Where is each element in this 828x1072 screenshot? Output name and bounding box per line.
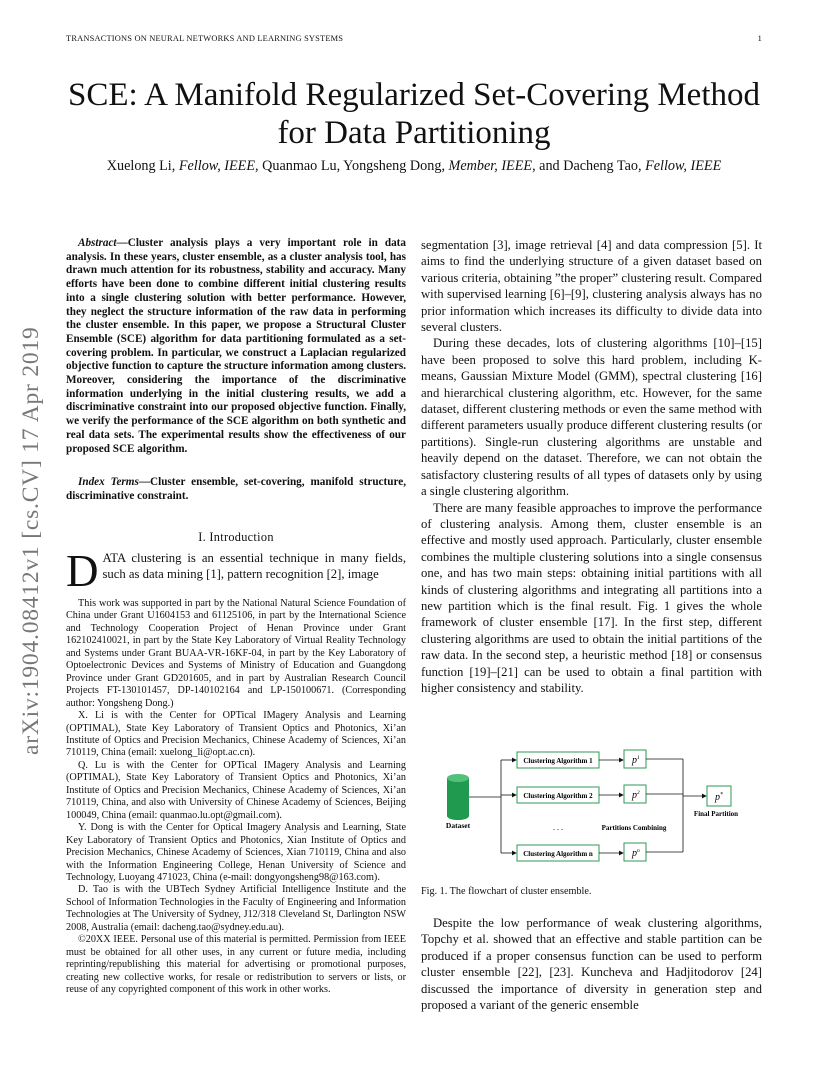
partition-label-n: $p^n$ [632,848,640,859]
running-header [66,34,762,43]
author-list: Xuelong Li, Fellow, IEEE, Quanmao Lu, Yongsheng Dong, Member, IEEE, and Dacheng Tao, Fellow, IEEE [106,158,722,174]
page-number: 1 [757,34,762,43]
paragraph: During these decades, lots of clustering algorithms [10]–[15] have been proposed to solve this hard problem, including K-means, Gaussian Mixture Model (GMM), spectral clustering [16] and hierarchical clustering algorithm, etc. However, for the same dataset, different clustering methods or even the same method with different parameters usually produce different clustering results (or partitions). Single-run clustering algorithms are unstable and heavily depend on the dataset. Therefore, we can not obtain the satisfactory clustering results of all types of datasets only by using a single clustering algorithm. [421,336,762,499]
cluster-ensemble-flowchart [421,740,762,875]
figure-caption: Fig. 1. The flowchart of cluster ensemble. [421,886,592,897]
final-partition-symbol: p* [715,792,723,803]
algorithm-label-n: Clustering Algorithm n [523,850,593,858]
abstract-label: Abstract [78,237,117,249]
index-terms: Index Terms—Cluster ensemble, set-covering, manifold structure, discriminative constraint. [66,476,406,502]
algorithm-label-1: Clustering Algorithm 1 [523,757,593,765]
index-terms-label: Index Terms [78,476,139,488]
journal-name: TRANSACTIONS ON NEURAL NETWORKS AND LEARNING SYSTEMS [66,34,344,43]
footnote: ©20XX IEEE. Personal use of this material is permitted. Permission from IEEE must be obtained for all other uses, in any current or future media, including reprinting/republishing this material for advertising or promotional purposes, creating new collective works, for resale or redistribution to servers or lists, or reuse of any copyrighted component of this work in other works. [66,934,406,996]
intro-paragraph [66,546,406,596]
drop-cap: D [66,546,99,596]
author-name: Xuelong Li [106,158,172,174]
partitions-combining-label: Partitions Combining [601,824,667,832]
author-title: Fellow, IEEE [645,158,722,174]
footnote: Y. Dong is with the Center for Optical Imagery Analysis and Learning, State Key Laboratory of Transient Optics and Photonics, Xian Institute of Optics and Precision Mechanics, Chinese Academy of Sciences, Xian 710119, China and also with the Information Engineering College, Henan University of Science and Technology, Luoyang 471023, China (e-mail: dongyongsheng98@163.com). [66,822,406,883]
footnotes [66,598,406,997]
author-name: Dacheng Tao [563,158,638,174]
partition-label-2: $p^2$ [632,790,640,801]
author-title: Fellow, IEEE [178,158,256,174]
paragraph: Despite the low performance of weak clustering algorithms, Topchy et al. showed that an effective and stable partition can be produced if a proper consensus function can be used to perform cluster ensemble [22], [23]. Kuncheva and Hadjitodorov [24] discussed the importance of diversity in generation step and proposed a variant of the generic ensemble [421,916,762,1013]
paragraph: There are many feasible approaches to improve the performance of clustering analysis. Among them, cluster ensemble is an effective and mostly used approach. Particularly, cluster ensemble combines the multiple clustering solutions into a single consensus one, and has two main steps: obtaining initial partitions with all kinds of clustering algorithms and integrating all partitions into a new partition which is the final result. Fig. 1 gives the whole framework of cluster ensemble [17]. In the first step, different clustering algorithms are used to obtain the initial partitions of the raw data. In the second step, a heuristic method [18] or consensus function [19]–[21] can be used to obtain a final partition with higher consistency and stability. [421,500,762,695]
paper-title [40,76,788,152]
abstract-text: Cluster analysis plays a very important role in data analysis. In these years, cluster ensemble, as a cluster analysis tool, has drawn much attention for its robustness, stability and accuracy. Many efforts have been done to combine different initial clustering results into a single clustering solution with better performance. However, they neglect the structure information of the raw data in performing the cluster ensemble. In this paper, we propose a Structural Cluster Ensemble (SCE) algorithm for data partitioning formulated as a set-covering problem. In particular, we construct a Laplacian regularized objective function to capture the structure information among clusters. Moreover, considering the importance of the discriminative information underlying in the initial clustering results, we add a discriminative constraint into our proposed objective function. Finally, we verify the performance of the SCE algorithm on both synthetic and real data sets. The experimental results show the effectiveness of our proposed SCE algorithm. [66,237,406,455]
right-column-continuation [421,915,762,1013]
title-line-2: for Data Partitioning [277,115,551,151]
author-title: Member, IEEE [448,158,533,174]
section-heading: I. Introduction [198,530,274,544]
author-name: Yongsheng Dong [343,158,442,174]
intro-text: ATA clustering is an essential technique in many fields, such as data mining [1], pattern recognition [2], image [102,551,406,582]
index-terms-text: Cluster ensemble, set-covering, manifold structure, discriminative constraint. [66,476,406,502]
ellipsis: . . . [553,823,563,832]
footnote: X. Li is with the Center for OPTical IMagery Analysis and Learning (OPTIMAL), State Key Laboratory of Transient Optics and Photonics, Xi’an Institute of Optics and Precision Mechanics, Chinese Academy of Sciences, Xi’an 710119, China (email: xuelong_li@opt.ac.cn). [66,710,406,759]
right-column-text [421,237,762,696]
author-name: Quanmao Lu [262,158,337,174]
partition-label-1: $p^1$ [632,755,640,766]
arxiv-stamp[interactable]: arXiv:1904.08412v1 [cs.CV] 17 Apr 2019 [18,326,44,755]
paragraph: segmentation [3], image retrieval [4] and data compression [5]. It aims to find the underlying structure of a given dataset based on various criteria, obtaining ”the proper” clustering result. Compared with supervised learning [6]–[9], clustering analysis always has no prior information which increases its difficulty to divide data into several clusters. [421,238,762,335]
dataset-cylinder-icon [447,774,469,820]
title-line-1: SCE: A Manifold Regularized Set-Covering Method [67,77,760,113]
footnote: D. Tao is with the UBTech Sydney Artificial Intelligence Institute and the School of Information Technologies in the Faculty of Engineering and Information Technologies at The University of Sydney, J12/318 Cleveland St, Darlington NSW 2008, Australia (email: dacheng.tao@sydney.edu.au). [66,884,406,933]
final-partition-label: Final Partition [693,810,739,818]
footnote: Q. Lu is with the Center for OPTical IMagery Analysis and Learning (OPTIMAL), State Key Laboratory of Transient Optics and Photonics, Xi’an Institute of Optics and Precision Mechanics, Chinese Academy of Sciences, Xi’an 710119, China, and also with University of Chinese Academy of Sciences, Beijing 100049, China (email: quanmao.lu.opt@gmail.com). [66,759,406,821]
footnote: This work was supported in part by the National Natural Science Foundation of China under Grant U1604153 and 61125106, in part by the International Science and Technology Cooperation Project of Henan Province under Grant 162102410021, in part by the State Key Laboratory of Virtual Reality Technology and Systems under Grant BUAA-VR-16KF-04, in part by the Key Laboratory of Optoelectronic Devices and Systems of Ministry of Education and Guangdong Province under Grant GD201605, and in part by Australian Research Council Projects FT-130101457, DP-140102164 and LP-150100671. (Corresponding author: Yongsheng Dong.) [66,598,406,709]
abstract: Abstract—Cluster analysis plays a very important role in data analysis. In these years, cluster ensemble, as a cluster analysis tool, has drawn much attention for its robustness, stability and accuracy. Many efforts have been done to combine different initial clustering results into a single clustering solution with better performance. However, they neglect the structure information of the raw data in performing the cluster ensemble. In this paper, we propose a Structural Cluster Ensemble (SCE) algorithm for data partitioning formulated as a set-covering problem. In particular, we construct a Laplacian regularized objective function to capture the structure information among clusters. Moreover, considering the importance of the discriminative information underlying in the initial clustering results, we add a discriminative constraint into our proposed objective function. Finally, we verify the performance of the SCE algorithm on both synthetic and real data sets. The experimental results show the effectiveness of our proposed SCE algorithm. [66,237,406,455]
algorithm-label-2: Clustering Algorithm 2 [523,792,593,800]
dataset-label: Dataset [445,821,471,830]
